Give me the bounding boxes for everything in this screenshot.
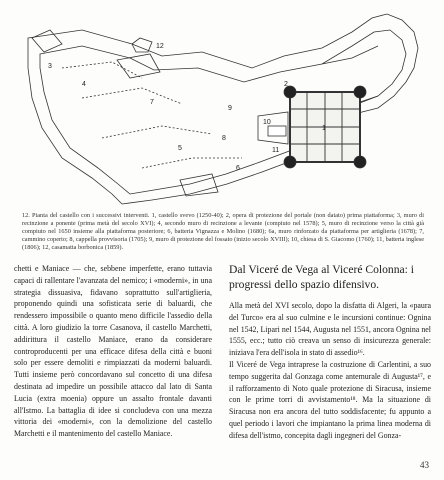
castle-plan-drawing: [22, 8, 422, 208]
interior-lines: [62, 62, 242, 168]
plan-label-2: 2: [284, 81, 288, 88]
plan-label-3: 3: [48, 63, 52, 70]
plan-label-1: 1: [322, 125, 326, 132]
plan-label-12: 12: [156, 43, 164, 50]
plan-label-5: 5: [178, 145, 182, 152]
left-column-text: chetti e Maniace — che, sebbene imperfette, erano tuttavia capaci di rallentare l'avanzata del nemico; i «moderni», in una strategia dissuasiva, fidavano soprattutto sull'artiglieria, proponendo quindi una sofisticata serie di baluardi, che rendessero impossibile o quanto meno difficile l'assedio della città. A loro giudizio la torre Casanova, il castello Marchetti, addirittura il castello Maniace, erano da considerare controproducenti per una efficace difesa della città e buoni solo per essere demoliti e rimpiazzati da moderni baluardi. Tutti insieme però concordavano sul concetto di una difesa destinata ad impedire un possibile attacco dal lato di Santa Lucia (extra moenia) oppure un assalto frontale davanti all'Istmo. La battaglia di idee si concludeva con una mezza vittoria dei «moderni», con la demolizione del castello Marchetti e il mantenimento del castello Maniace.: [14, 264, 212, 439]
plan-label-6: 6: [236, 165, 240, 172]
chapter-title: Dal Viceré de Vega al Viceré Colonna: i progressi dello spazio difensivo.: [229, 263, 415, 291]
plan-label-7: 7: [150, 99, 154, 106]
corner-tower-se: [354, 156, 366, 168]
plan-label-4: 4: [82, 81, 86, 88]
bastion-shapes: [32, 30, 218, 196]
right-paragraph-2: Il Viceré de Vega intraprese la costruzione di Carlentini, a suo tempo suggerita dal Gonzaga come antemurale di Augusta¹⁷, e il rafforzamento di Noto quale protezione di Siracusa, insieme con le prime torri di avvistamento¹⁸. Ma la situazione di Siracusa non era ancora del tutto soddisfacente; fu appunto a quel periodo i lavori che impiantano la prima linea moderna di difesa dell'istmo, concepita dagli ingegneri del Gonza-: [229, 359, 431, 440]
castle-plan-figure: [22, 8, 422, 208]
corner-tower-ne: [354, 86, 366, 98]
figure-caption: 12. Pianta del castello con i successivi interventi. 1, castello svevo (1250-40); 2, opera di protezione del portale (non datato) prima piattaforma; 3, muro di recinzione a ponente (prima metà del secolo XVI); 4, secondo muro di recinzione a levante (compiuto nel 1578); 5, muro di recinzione verso la città già compiuto nel 1650 insieme alla piattaforma posteriore; 6, batteria Vignazza e Molino (1680); 6a, muro rinforzato da piattaforma per artiglieria (1678); 7, cammino coperto; 8, cappella provvisoria (1705); 9, muro di protezione del fossato (inizio secolo XVIII); 10, chiesa di S. Giacomo (1760); 11, batteria inglese (1806); 12, casamatta borbonica (1859).: [22, 212, 424, 252]
corner-tower-sw: [284, 156, 296, 168]
church-outline: [268, 126, 286, 136]
right-column: [229, 263, 431, 442]
page-number: 43: [420, 460, 429, 470]
right-paragraph-1: Alla metà del XVI secolo, dopo la disfatta di Algeri, la «paura del Turco» era al suo culmine e le incursioni continue: Ognina nel 1542, Lipari nel 1544, Augusta nel 1551, ancora Ognina nel 1555, ecc.; tutto ciò creava un senso di insicurezza generale: iniziava l'era dell'isola in stato di assedio¹⁶.: [229, 301, 431, 358]
plan-label-8: 8: [222, 135, 226, 142]
plan-label-10: 10: [263, 119, 271, 126]
plan-label-11: 11: [272, 147, 280, 154]
plan-label-9: 9: [228, 105, 232, 112]
